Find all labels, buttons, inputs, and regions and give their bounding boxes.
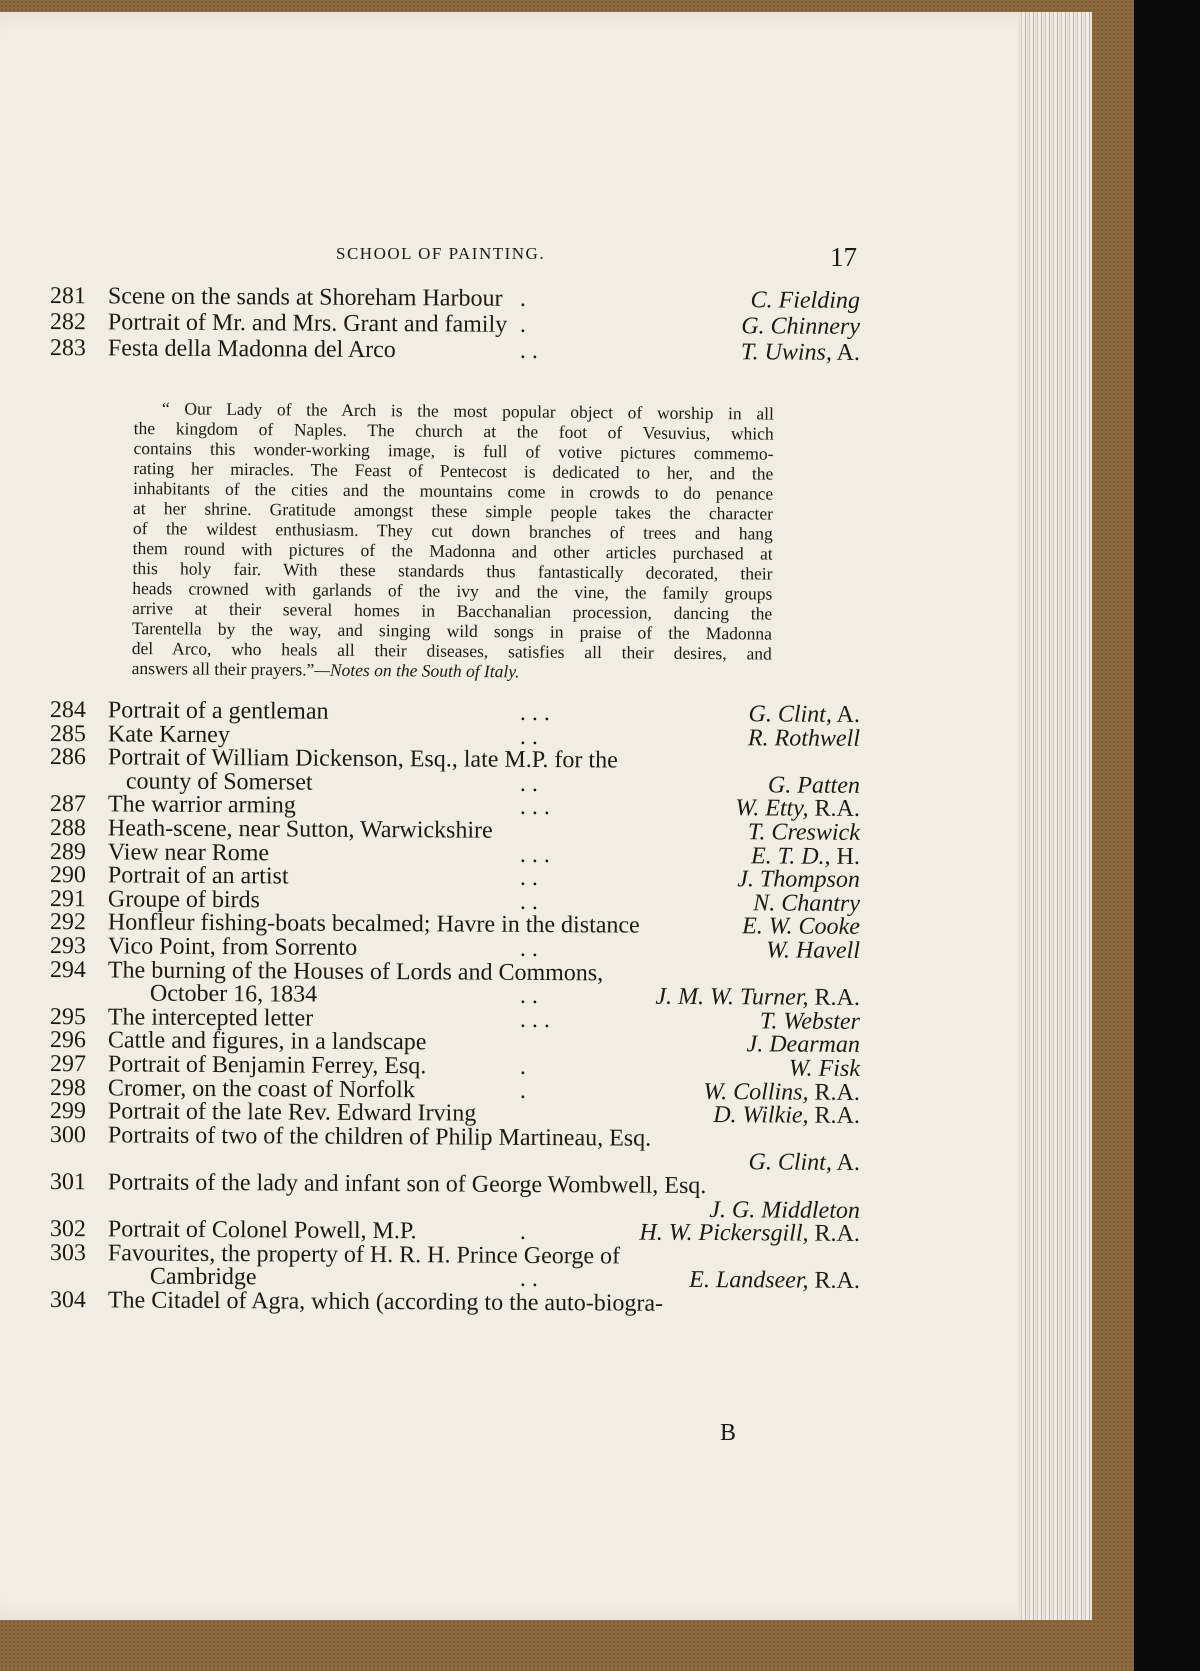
entry-title: Heath-scene, near Sutton, Warwickshire [107,815,493,844]
entry-number: 283 [49,335,87,362]
entry-title: Groupe of birds [107,886,260,914]
entry-leader-dots: . . . [519,1006,550,1033]
artist-name: T. Uwins, [740,339,832,366]
page-number: 17 [830,242,857,272]
catalogue-entry [49,1169,860,1200]
entry-artist [760,1009,860,1034]
entry-title: October 16, 1834 [149,980,318,1008]
entry-leader-dots: . [519,1219,526,1246]
artist-name: J. Thompson [737,866,860,894]
entry-number: 297 [49,1051,87,1078]
artist-degree: R.A. [808,1220,860,1248]
entry-artist [753,891,860,916]
catalogue-entry [49,697,860,728]
entry-artist [735,797,860,822]
artist-degree: R.A. [808,984,860,1012]
entry-title: Cambridge [149,1264,257,1291]
entry-leader-dots: . . . [519,699,550,727]
artist-name: W. Etty, [735,795,809,823]
catalogue-entry [49,720,860,752]
entry-leader-dots: . [519,311,526,338]
catalogue-entry [49,909,860,941]
entry-number: 286 [49,744,87,771]
entry-number: 300 [49,1121,87,1149]
entry-artist [709,1198,860,1223]
entry-artist [741,314,860,339]
entry-leader-dots: . . [519,888,538,915]
entry-title: Portrait of a gentleman [107,697,329,725]
catalogue-entry [49,1027,860,1059]
entry-number: 282 [49,309,87,336]
entry-artist [713,1103,860,1128]
artist-name: W. Havell [766,937,860,964]
entry-number: 294 [49,956,87,983]
entry-title: Festa della Madonna del Arco [107,335,396,364]
artist-degree: H. [830,843,860,870]
entry-leader-dots: . . [519,770,538,797]
catalogue-entry [49,283,860,314]
catalogue-entry [49,1074,860,1106]
entry-leader-dots: . . . [519,841,550,868]
entry-number: 304 [49,1287,87,1314]
entry-number: 281 [49,283,87,310]
catalogue-entry [49,1051,860,1082]
entry-number: 302 [49,1216,87,1243]
entry-title: Portrait of William Dickenson, Esq., late M.P. for the [107,744,618,774]
entry-number: 299 [49,1098,87,1125]
quotation-line: rating her miracles. The Feast of Pentecost is dedicated to her, and the [133,457,774,484]
entry-artist [768,773,860,798]
entry-number: 288 [49,815,87,842]
quotation-line: del Arco, who heals all their diseases, satisfies all their desires, and [131,637,772,664]
entry-leader-dots: . . [519,865,538,892]
entry-title: county of Somerset [125,768,313,796]
entry-leader-dots: . . . [519,794,550,821]
quotation-line: arrive at their several homes in Bacchanalian procession, dancing the [132,597,773,624]
entry-number: 292 [49,909,87,936]
entry-number: 301 [49,1169,87,1196]
signature-mark: B [720,1420,737,1446]
artist-name: J. Dearman [746,1031,860,1059]
entry-leader-dots: . [519,285,526,312]
entry-number: 285 [49,720,87,747]
entry-leader-dots: . . [519,1266,538,1293]
entry-number: 287 [49,791,87,818]
entry-title: Vico Point, from Sorrento [107,933,358,961]
entry-number: 303 [49,1239,87,1267]
entry-number: 284 [49,697,87,724]
artist-name: T. Creswick [747,819,860,846]
artist-name: E. Landseer, [689,1267,809,1295]
entry-leader-dots: . . [519,337,538,364]
entry-artist [766,938,860,963]
artist-name: W. Collins, [703,1078,809,1106]
artist-name: E. W. Cooke [742,913,860,941]
quotation-line: contains this wonder-working image, is full of votive pictures commemo- [133,437,774,464]
entry-artist [741,340,860,365]
entry-title: Portraits of two of the children of Philip Martineau, Esq. [107,1122,652,1152]
page-edges [1018,12,1092,1620]
entry-title: Honfleur fishing-boats becalmed; Havre in the distance [107,909,640,939]
entry-artist [748,820,860,845]
entry-artist [748,1151,860,1176]
artist-degree: R.A. [808,796,860,823]
entry-leader-dots: . [519,1053,526,1080]
entry-title: Portrait of Colonel Powell, M.P. [107,1216,417,1245]
entry-title: Cattle and figures, in a landscape [107,1027,427,1056]
entry-number: 296 [49,1027,87,1054]
artist-name: W. Fisk [788,1055,860,1082]
quotation-line: inhabitants of the cities and the mountains come in crowds to do penance [133,477,774,504]
catalogue-entry [49,862,860,894]
entry-artist [742,915,860,940]
artist-name: G. Clint, [748,701,832,728]
artist-degree: R.A. [808,1102,860,1130]
quotation-line: of the wildest enthusiasm. They cut down branches of trees and hang [132,517,773,544]
artist-name: H. W. Pickersgill, [639,1219,809,1247]
artist-degree: A. [831,701,860,728]
artist-degree: A. [831,1150,860,1177]
artist-name: E. T. D., [750,842,831,870]
artist-name: G. Chinnery [741,313,860,340]
quotation-block [132,398,774,684]
artist-name: J. G. Middleton [709,1196,860,1224]
entry-title: Portrait of an artist [107,862,289,890]
catalogue-entry [49,791,860,823]
artist-name: C. Fielding [750,287,860,314]
artist-degree: A. [831,339,860,366]
quotation-source: —Notes on the South of Italy. [314,659,520,682]
entry-title: Cromer, on the coast of Norfolk [107,1074,415,1103]
entry-title: Favourites, the property of H. R. H. Prince George of [107,1240,621,1270]
artist-name: N. Chantry [753,890,860,917]
catalogue-entry [49,956,860,986]
entry-title: Portrait of Benjamin Ferrey, Esq. [107,1051,427,1080]
entry-artist [789,1057,860,1081]
quotation-line: Tarentella by the way, and singing wild songs in praise of the Madonna [131,617,773,644]
entry-artist [737,867,860,892]
quotation-line: heads crowned with garlands of the ivy and the vine, the family groups [132,577,773,604]
quotation-line: this holy fair. With these standards thus fantastically decorated, their [132,557,773,584]
catalogue-entry [49,744,860,774]
entry-title: Portrait of the late Rev. Edward Irving [107,1098,477,1127]
entry-artist [751,288,860,313]
quotation-line: at her shrine. Gratitude amongst these simple people takes the character [132,497,774,524]
artist-degree: R.A. [808,1079,860,1106]
entry-artist [689,1268,860,1293]
entry-number: 289 [49,838,87,865]
entry-title: The Citadel of Agra, which (according to the auto-biogra- [107,1287,664,1317]
entry-title: Portraits of the lady and infant son of George Wombwell, Esq. [107,1169,707,1200]
entry-artist [639,1221,860,1246]
entry-leader-dots: . . [519,983,538,1010]
entry-artist [747,1033,860,1058]
entry-artist [703,1080,860,1105]
artist-name: G. Clint, [748,1149,832,1177]
entry-number: 290 [49,862,87,889]
entry-leader-dots: . . [519,723,538,750]
entry-leader-dots: . [519,1077,526,1104]
artist-name: R. Rothwell [747,724,860,752]
entry-artist [655,985,860,1010]
entry-leader-dots: . . [519,935,538,962]
catalogue-entry [49,309,860,340]
book-page [0,12,1092,1620]
entry-number: 291 [49,885,87,913]
entry-title: Portrait of Mr. and Mrs. Grant and family [107,309,508,338]
entry-title: View near Rome [107,838,270,866]
artist-name: T. Webster [759,1008,860,1035]
entry-title: The intercepted letter [107,1004,314,1032]
entry-number: 293 [49,933,87,960]
entry-title: Kate Karney [107,720,230,748]
entry-title: Scene on the sands at Shoreham Harbour [107,283,503,312]
entry-title: The warrior arming [107,791,296,819]
entry-artist [751,844,860,869]
entry-artist [748,702,860,727]
quotation-line: “ Our Lady of the Arch is the most popular object of worship in all [161,398,774,424]
artist-name: G. Patten [767,772,860,799]
artist-name: D. Wilkie, [713,1102,809,1129]
artist-name: J. M. W. Turner, [655,983,809,1011]
quotation-line: the kingdom of Naples. The church at the foot of Vesuvius, which [133,417,774,444]
artist-degree: R.A. [808,1268,860,1295]
entry-number: 295 [49,1003,87,1031]
entry-number: 298 [49,1074,87,1101]
quotation-line: answers all their prayers.” [131,657,315,680]
entry-title: The burning of the Houses of Lords and Commons, [107,956,604,986]
quotation-line: them round with pictures of the Madonna and other articles purchased at [132,537,773,564]
running-head: SCHOOL OF PAINTING. [336,244,546,263]
entry-artist [748,726,860,751]
